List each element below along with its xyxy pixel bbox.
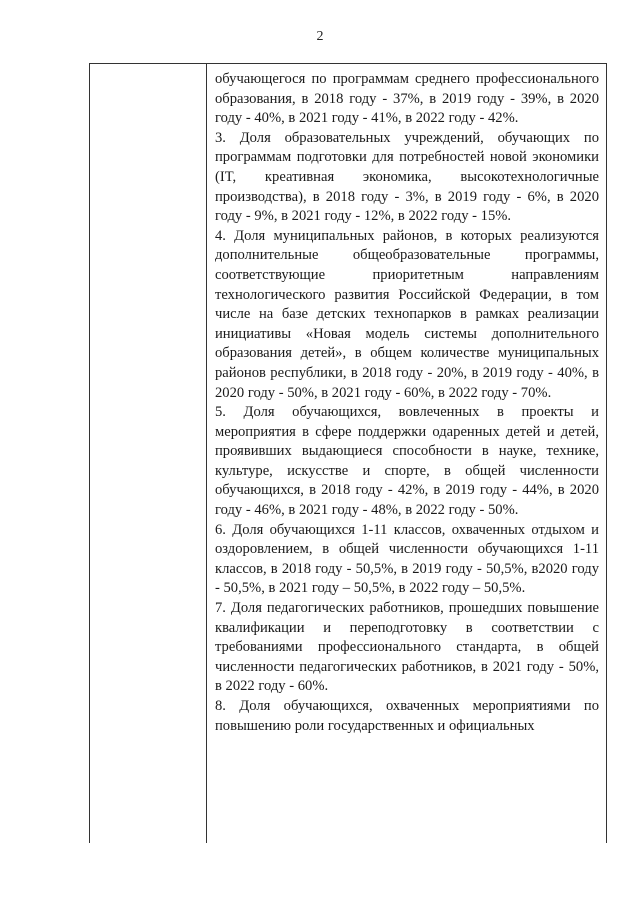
page-number: 2 (316, 29, 324, 44)
paragraph-item-4: 4. Доля муниципальных районов, в которых реализуются дополнительные общеобразовательные программы, соответствующие приоритетным направлениям технологического развития Российской Федерации, в том числе на базе детских технопарков в рамках реализации инициативы «Новая модель системы дополнительного образования детей», в общем количестве муниципальных районов республики, в 2018 году - 20%, в 2019 году - 40%, в 2020 году - 50%, в 2021 году - 60%, в 2022 году - 70%. (215, 227, 599, 401)
table-right-column (215, 70, 599, 736)
table-left-column (90, 64, 207, 843)
document-table (89, 63, 607, 843)
paragraph-item-5: 5. Доля обучающихся, вовлеченных в проекты и мероприятия в сфере поддержки одаренных детей и детей, проявивших выдающиеся способности в науке, технике, культуре, искусстве и спорте, в общей численности обучающихся, в 2018 году - 42%, в 2019 году - 44%, в 2020 году - 46%, в 2021 году - 48%, в 2022 году - 50%. (215, 404, 599, 519)
paragraph-item-6: 6. Доля обучающихся 1-11 классов, охваченных отдыхом и оздоровлением, в общей численности обучающихся 1-11 классов, в 2018 году - 50,5%, в 2019 году - 50,5%, в2020 году - 50,5%, в 2021 году – 50,5%, в 2022 году – 50,5%. (215, 521, 599, 597)
paragraph-item-3: 3. Доля образовательных учреждений, обучающих по программам подготовки для потребностей новой экономики (IT, креативная экономика, высокотехнологичные производства), в 2018 году - 3%, в 2019 году - 6%, в 2020 году - 9%, в 2021 году - 12%, в 2022 году - 15%. (215, 129, 599, 225)
paragraph-item-7: 7. Доля педагогических работников, прошедших повышение квалификации и переподготовку в соответствии с требованиями профессионального стандарта, в общей численности педагогических работников, в 2021 году - 50%, в 2022 году - 60%. (215, 600, 599, 695)
paragraph-item-8: 8. Доля обучающихся, охваченных мероприятиями по повышению роли государственных и официальных (215, 698, 599, 734)
paragraph-continuation: обучающегося по программам среднего профессионального образования, в 2018 году - 37%, в 2019 году - 39%, в 2020 году - 40%, в 2021 году - 41%, в 2022 году - 42%. (215, 71, 599, 127)
